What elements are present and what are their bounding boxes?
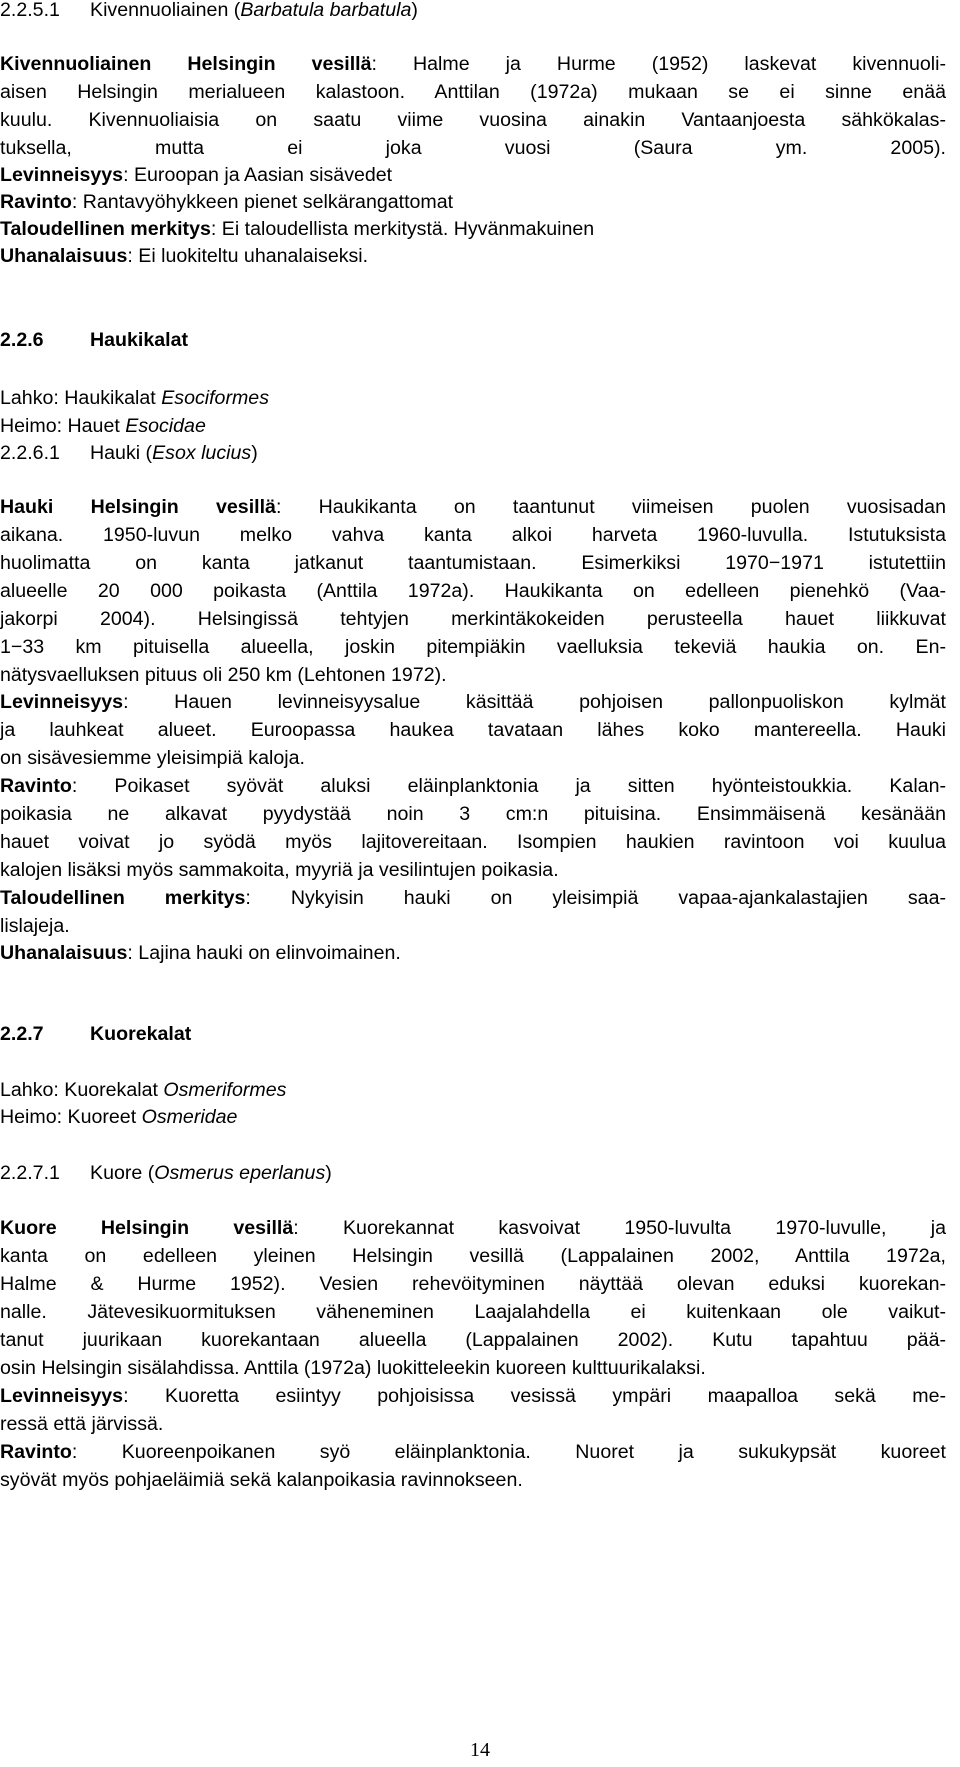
kuore-ravinto: Ravinto: Kuoreenpoikanen syö eläinplanktonia. Nuoret ja sukukypsät kuoreet: [0, 1441, 946, 1463]
hauki-text-line: huolimatta on kanta jatkanut taantumistaan. Esimerkiksi 1970−1971 istutettiin: [0, 552, 946, 574]
hauki-talous: Taloudellinen merkitys: Nykyisin hauki on yleisimpiä vapaa-ajankalastajien saa-: [0, 887, 947, 909]
hauki-ravinto-line: hauet voivat jo syödä myös lajitovereitaan. Isompien haukien ravintoon voi kuulua: [0, 831, 946, 853]
kivennuoliainen-text-line: aisen Helsingin merialueen kalastoon. Anttilan (1972a) mukaan se ei sinne enää: [0, 81, 946, 103]
hauki-text-line: nätysvaelluksen pituus oli 250 km (Lehtonen 1972).: [0, 664, 447, 686]
subsection-heading-kivennuoliainen: 2.2.5.1 Kivennuoliainen (Barbatula barbatula): [0, 0, 418, 21]
kuorekalat-heimo: Heimo: Kuoreet Osmeridae: [0, 1106, 238, 1128]
hauki-text-line: alueelle 20 000 poikasta (Anttila 1972a). Haukikanta on edelleen pienehkö (Vaa-: [0, 580, 946, 602]
kivennuoliainen-levinneisyys: Levinneisyys: Euroopan ja Aasian sisävedet: [0, 164, 393, 186]
kuore-text-line: Kuore Helsingin vesillä: Kuorekannat kasvoivat 1950-luvulta 1970-luvulle, ja: [0, 1217, 946, 1239]
hauki-levinneisyys: Levinneisyys: Hauen levinneisyysalue käsittää pohjoisen pallonpuoliskon kylmät: [0, 691, 946, 713]
kuore-levinneisyys: Levinneisyys: Kuoretta esiintyy pohjoisissa vesissä ympäri maapalloa sekä me-: [0, 1385, 946, 1407]
kuore-text-line: osin Helsingin sisälahdissa. Anttila (1972a) luokitteleekin kuoreen kulttuurikalaksi.: [0, 1357, 706, 1379]
kivennuoliainen-uhanalaisuus: Uhanalaisuus: Ei luokiteltu uhanalaiseksi.: [0, 245, 369, 267]
hauki-levinneisyys-line: ja lauhkeat alueet. Euroopassa haukea tavataan lähes koko mantereella. Hauki: [0, 719, 946, 741]
haukikalat-lahko: Lahko: Haukikalat Esociformes: [0, 387, 269, 409]
hauki-talous-line: lislajeja.: [0, 915, 70, 937]
kivennuoliainen-text-line: tuksella, mutta ei joka vuosi (Saura ym. 2005).: [0, 137, 946, 159]
kivennuoliainen-text-line: kuulu. Kivennuoliaisia on saatu viime vuosina ainakin Vantaanjoesta sähkökalas-: [0, 109, 946, 131]
section-heading-kuorekalat: 2.2.7 Kuorekalat: [0, 1023, 192, 1045]
hauki-ravinto-line: kalojen lisäksi myös sammakoita, myyriä ja vesilintujen poikasia.: [0, 859, 559, 881]
hauki-text-line: 1−33 km pituisella alueella, joskin pitempiäkin vaelluksia tekeviä haukia on. En-: [0, 636, 946, 658]
section-heading-haukikalat: 2.2.6 Haukikalat: [0, 329, 189, 351]
hauki-ravinto: Ravinto: Poikaset syövät aluksi eläinplanktonia ja sitten hyönteistoukkia. Kalan-: [0, 775, 946, 797]
hauki-levinneisyys-line: on sisävesiemme yleisimpiä kaloja.: [0, 747, 305, 769]
haukikalat-heimo: Heimo: Hauet Esocidae: [0, 415, 206, 437]
hauki-ravinto-line: poikasia ne alkavat pyydystää noin 3 cm:n pituisina. Ensimmäisenä kesänään: [0, 803, 946, 825]
kuore-levinneisyys-line: ressä että järvissä.: [0, 1413, 164, 1435]
hauki-text-line: Hauki Helsingin vesillä: Haukikanta on taantunut viimeisen puolen vuosisadan: [0, 496, 946, 518]
hauki-text-line: jakorpi 2004). Helsingissä tehtyjen merkintäkokeiden perusteella hauet liikkuvat: [0, 608, 946, 630]
kuorekalat-lahko: Lahko: Kuorekalat Osmeriformes: [0, 1079, 287, 1101]
kuore-text-line: tanut juurikaan kuorekantaan alueella (Lappalainen 2002). Kutu tapahtuu pää-: [0, 1329, 946, 1351]
kivennuoliainen-ravinto: Ravinto: Rantavyöhykkeen pienet selkärangattomat: [0, 191, 454, 213]
hauki-uhanalaisuus: Uhanalaisuus: Lajina hauki on elinvoimainen.: [0, 942, 401, 964]
kuore-ravinto-line: syövät myös pohjaeläimiä sekä kalanpoikasia ravinnokseen.: [0, 1469, 523, 1491]
kuore-text-line: Halme & Hurme 1952). Vesien rehevöityminen näyttää olevan eduksi kuorekan-: [0, 1273, 946, 1295]
kivennuoliainen-text-line: Kivennuoliainen Helsingin vesillä: Halme ja Hurme (1952) laskevat kivennuoli-: [0, 53, 946, 75]
hauki-text-line: aikana. 1950-luvun melko vahva kanta alkoi harveta 1960-luvulla. Istutuksista: [0, 524, 946, 546]
kuore-text-line: nalle. Jätevesikuormituksen väheneminen Laajalahdella ei kuitenkaan ole vaikut-: [0, 1301, 946, 1323]
subsection-heading-hauki: 2.2.6.1 Hauki (Esox lucius): [0, 442, 258, 464]
page-number: 14: [470, 1739, 490, 1761]
kivennuoliainen-talous: Taloudellinen merkitys: Ei taloudellista merkitystä. Hyvänmakuinen: [0, 218, 595, 240]
kuore-text-line: kanta on edelleen yleinen Helsingin vesillä (Lappalainen 2002, Anttila 1972a,: [0, 1245, 946, 1267]
subsection-heading-kuore: 2.2.7.1 Kuore (Osmerus eperlanus): [0, 1162, 332, 1184]
